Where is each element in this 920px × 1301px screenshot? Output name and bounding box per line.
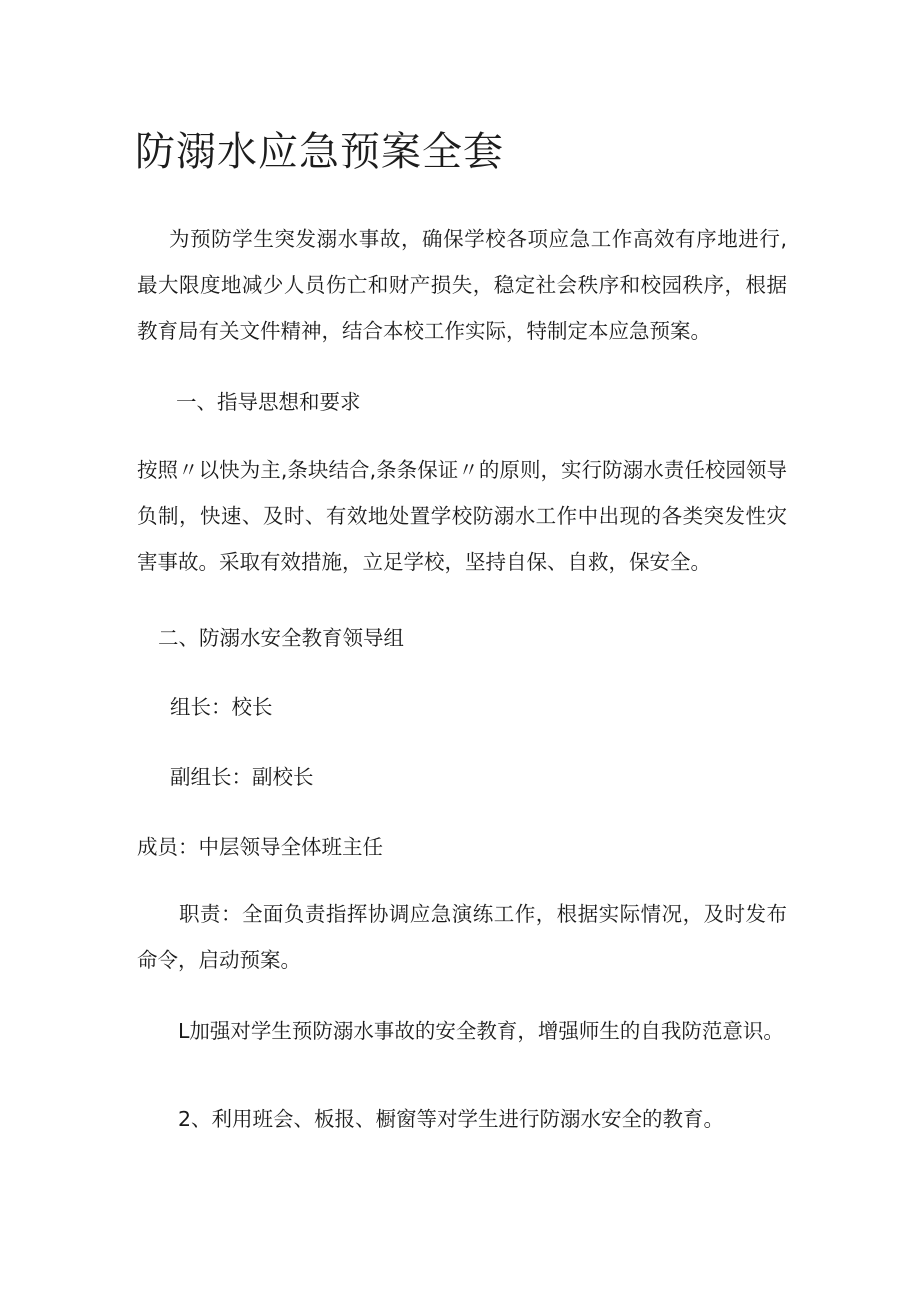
group-leader-line: 组长：校长 (170, 695, 273, 719)
members-line: 成员：中层领导全体班主任 (137, 835, 383, 859)
section-2-heading: 二、防溺水安全教育领导组 (158, 626, 404, 650)
duties-paragraph: 职责：全面负责指挥协调应急演练工作，根据实际情况，及时发布命令，启动预案。 (137, 902, 787, 972)
list-item-2: 2、利用班会、板报、橱窗等对学生进行防溺水安全的教育。 (178, 1107, 725, 1131)
deputy-leader-line: 副组长：副校长 (170, 765, 314, 789)
section-1-heading: 一、指导思想和要求 (176, 390, 361, 414)
list-item-1: L加强对学生预防溺水事故的安全教育，增强师生的自我防范意识。 (178, 1019, 784, 1043)
document-title: 防溺水应急预案全套 (135, 129, 504, 175)
intro-paragraph: 为预防学生突发溺水事故，确保学校各项应急工作高效有序地进行,最大限度地减少人员伤亡和财产损失，稳定社会秩序和校园秩序，根据教育局有关文件精神，结合本校工作实际，特制定本应急预案。 (137, 227, 787, 343)
section-1-paragraph: 按照〃以快为主,条块结合,条条保证〃的原则，实行防溺水责任校园领导负制，快速、及时、有效地处置学校防溺水工作中出现的各类突发性灾害事故。采取有效措施，立足学校，坚持自保、自救，保安全。 (137, 458, 787, 574)
